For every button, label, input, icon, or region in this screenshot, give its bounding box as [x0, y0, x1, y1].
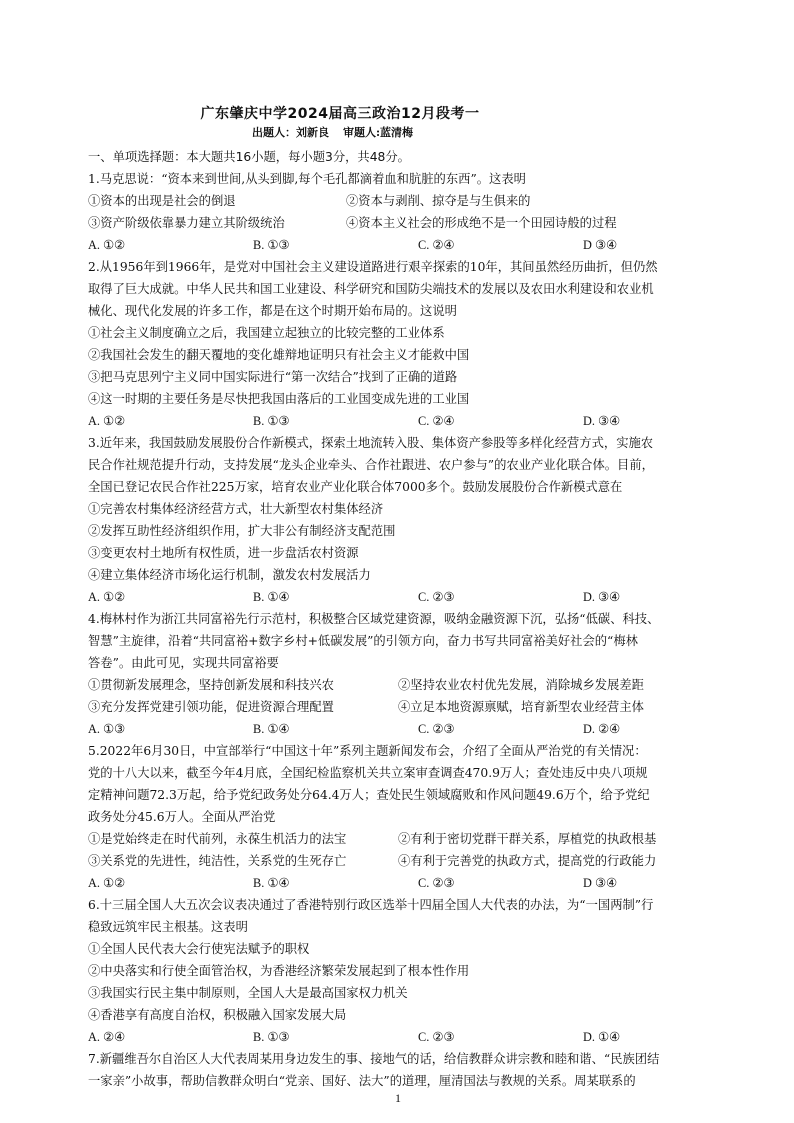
question-stem-line: 7.新疆维吾尔自治区人大代表周某用身边发生的事、接地气的话，给信教群众讲宗教和睦和谐、“民族团结	[88, 1052, 660, 1066]
answer-choice[interactable]: C. ②③	[418, 590, 455, 604]
question-1	[88, 168, 748, 256]
statement-option: ②有利于密切党群干群关系，厚植党的执政根基	[398, 832, 657, 846]
option-row	[88, 828, 748, 850]
answer-choice[interactable]: A. ①②	[88, 414, 126, 428]
answer-choice[interactable]: D. ③④	[583, 590, 621, 604]
answer-choice[interactable]: B. ①④	[253, 722, 290, 736]
answer-choice[interactable]: D. ③④	[583, 414, 621, 428]
statement-option: ④建立集体经济市场化运行机制，激发农村发展活力	[88, 568, 371, 582]
question-stem-line: 6.十三届全国人大五次会议表决通过了香港特别行政区选举十四届全国人大代表的办法，为“一国两制”行	[88, 898, 654, 912]
answer-choices	[88, 718, 748, 740]
question-stem-line: 一家亲”小故事，帮助信教群众明白“党亲、国好、法大”的道理，厘清国法与教规的关系。周某联系的	[88, 1074, 636, 1088]
question-stem-line: 稳致远筑牢民主根基。这表明	[88, 920, 248, 934]
statement-option: ②坚持农业农村优先发展，消除城乡发展差距	[398, 678, 644, 692]
statement-option: ④资本主义社会的形成绝不是一个田园诗般的过程	[346, 216, 617, 230]
question-stem-line: 党的十八大以来，截至今年4月底，全国纪检监察机关共立案审查调查470.9万人；查处违反中央八项规	[88, 766, 648, 780]
question-stem-line: 2.从1956年到1966年，是党对中国社会主义建设道路进行艰辛探索的10年，其间虽然经历曲折，但仍然	[88, 260, 658, 274]
exam-content	[88, 146, 748, 1092]
statement-option: ②中央落实和行使全面管治权，为香港经济繁荣发展起到了根本性作用	[88, 964, 470, 978]
answer-choice[interactable]: B. ①③	[253, 1030, 290, 1044]
question-stem-line: 4.梅林村作为浙江共同富裕先行示范村，积极整合区域党建资源，吸纳金融资源下沉，弘扬“低碳、科技、	[88, 612, 660, 626]
answer-choice[interactable]: B. ①③	[253, 238, 290, 252]
question-7	[88, 1048, 748, 1092]
answer-choice[interactable]: D ③④	[583, 238, 618, 252]
statement-option: ③变更农村土地所有权性质，进一步盘活农村资源	[88, 546, 359, 560]
statement-option: ①资本的出现是社会的倒退	[88, 194, 236, 208]
statement-option: ④有利于完善党的执政方式，提高党的行政能力	[398, 854, 657, 868]
answer-choice[interactable]: B. ①④	[253, 590, 290, 604]
answer-choice[interactable]: C. ②③	[418, 722, 455, 736]
answer-choice[interactable]: C. ②③	[418, 1030, 455, 1044]
answer-choice[interactable]: A. ②④	[88, 1030, 126, 1044]
statement-option: ④立足本地资源禀赋，培育新型农业经营主体	[398, 700, 644, 714]
option-row	[88, 674, 748, 696]
section-heading: 一、单项选择题：本大题共16小题，每小题3分，共48分。	[88, 150, 410, 164]
question-4	[88, 608, 748, 740]
answer-choice[interactable]: D. ①④	[583, 1030, 621, 1044]
option-row	[88, 850, 748, 872]
question-stem-line: 答卷”。由此可见，实现共同富裕要	[88, 656, 279, 670]
statement-option: ③充分发挥党建引领功能，促进资源合理配置	[88, 700, 334, 714]
answer-choice[interactable]: C. ②③	[418, 876, 455, 890]
author-name: 出题人：刘新良	[252, 126, 329, 139]
question-stem-line: 5.2022年6月30日，中宣部举行“中国这十年”系列主题新闻发布会，介绍了全面从严治党的有关情况：	[88, 744, 647, 758]
statement-option: ①完善农村集体经济经营方式，壮大新型农村集体经济	[88, 502, 384, 516]
answer-choice[interactable]: A. ①②	[88, 590, 126, 604]
statement-option: ②发挥互助性经济组织作用，扩大非公有制经济支配范围	[88, 524, 396, 538]
answer-choice[interactable]: D ③④	[583, 876, 618, 890]
question-stem-line: 政务处分45.6万人。全面从严治党	[88, 810, 276, 824]
statement-option: ③把马克思列宁主义同中国实际进行“第一次结合”找到了正确的道路	[88, 370, 458, 384]
question-2	[88, 256, 748, 432]
question-stem-line: 全国已登记农民合作社225万家，培育农业产业化联合体7000多个。鼓励发展股份合作新模式意在	[88, 480, 623, 494]
question-stem-line: 智慧”主旋律，沿着“共同富裕+数字乡村+低碳发展”的引领方向，奋力书写共同富裕美好社会的“梅林	[88, 634, 638, 648]
answer-choice[interactable]: C. ②④	[418, 414, 455, 428]
answer-choice[interactable]: B. ①③	[253, 414, 290, 428]
statement-option: ③关系党的先进性，纯洁性，关系党的生死存亡	[88, 854, 347, 868]
answer-choice[interactable]: A. ①②	[88, 238, 126, 252]
statement-option: ③我国实行民主集中制原则，全国人大是最高国家权力机关	[88, 986, 408, 1000]
author-line	[252, 124, 427, 140]
option-row	[88, 212, 748, 234]
answer-choice[interactable]: C. ②④	[418, 238, 455, 252]
answer-choices	[88, 872, 748, 894]
question-stem-line: 3.近年来，我国鼓励发展股份合作新模式，探索土地流转入股、集体资产参股等多样化经营方式，实施农	[88, 436, 654, 450]
statement-option: ②我国社会发生的翻天覆地的变化雄辩地证明只有社会主义才能救中国	[88, 348, 470, 362]
answer-choices	[88, 410, 748, 432]
answer-choices	[88, 234, 748, 256]
question-5	[88, 740, 748, 894]
answer-choice[interactable]: D. ②④	[583, 722, 621, 736]
statement-option: ②资本与剥削、掠夺是与生俱来的	[346, 194, 531, 208]
statement-option: ①全国人民代表大会行使宪法赋予的职权	[88, 942, 310, 956]
option-row	[88, 696, 748, 718]
statement-option: ①贯彻新发展理念，坚持创新发展和科技兴农	[88, 678, 334, 692]
question-stem-line: 定精神问题72.3万起，给予党纪政务处分64.4万人；查处民生领域腐败和作风问题49.6万个，给予党纪	[88, 788, 650, 802]
question-stem-line: 1.马克思说：“资本来到世间,从头到脚,每个毛孔都滴着血和肮脏的东西”。这表明	[88, 172, 526, 186]
question-stem-line: 取得了巨大成就。中华人民共和国工业建设、科学研究和国防尖端技术的发展以及农田水利建设和农业机	[88, 282, 654, 296]
answer-choice[interactable]: A. ①②	[88, 876, 126, 890]
page-number: 1	[395, 1091, 401, 1105]
reviewer-name: 审题人:蓝清梅	[343, 126, 414, 139]
statement-option: ①是党始终走在时代前列，永葆生机活力的法宝	[88, 832, 347, 846]
answer-choice[interactable]: A. ①③	[88, 722, 126, 736]
question-list	[88, 168, 748, 1092]
exam-title: 广东肇庆中学2024届高三政治12月段考一	[200, 106, 480, 122]
answer-choices	[88, 1026, 748, 1048]
question-stem-line: 民合作社规范提升行动，支持发展“龙头企业牵头、合作社跟进、农户参与”的农业产业化联合体。目前，	[88, 458, 654, 472]
statement-option: ①社会主义制度确立之后，我国建立起独立的比较完整的工业体系	[88, 326, 445, 340]
question-6	[88, 894, 748, 1048]
statement-option: ③资产阶级依靠暴力建立其阶级统治	[88, 216, 285, 230]
answer-choice[interactable]: B. ①④	[253, 876, 290, 890]
statement-option: ④香港享有高度自治权，积极融入国家发展大局	[88, 1008, 347, 1022]
answer-choices	[88, 586, 748, 608]
statement-option: ④这一时期的主要任务是尽快把我国由落后的工业国变成先进的工业国	[88, 392, 470, 406]
question-3	[88, 432, 748, 608]
option-row	[88, 190, 748, 212]
question-stem-line: 械化、现代化发展的许多工作，都是在这个时期开始布局的。这说明	[88, 304, 457, 318]
